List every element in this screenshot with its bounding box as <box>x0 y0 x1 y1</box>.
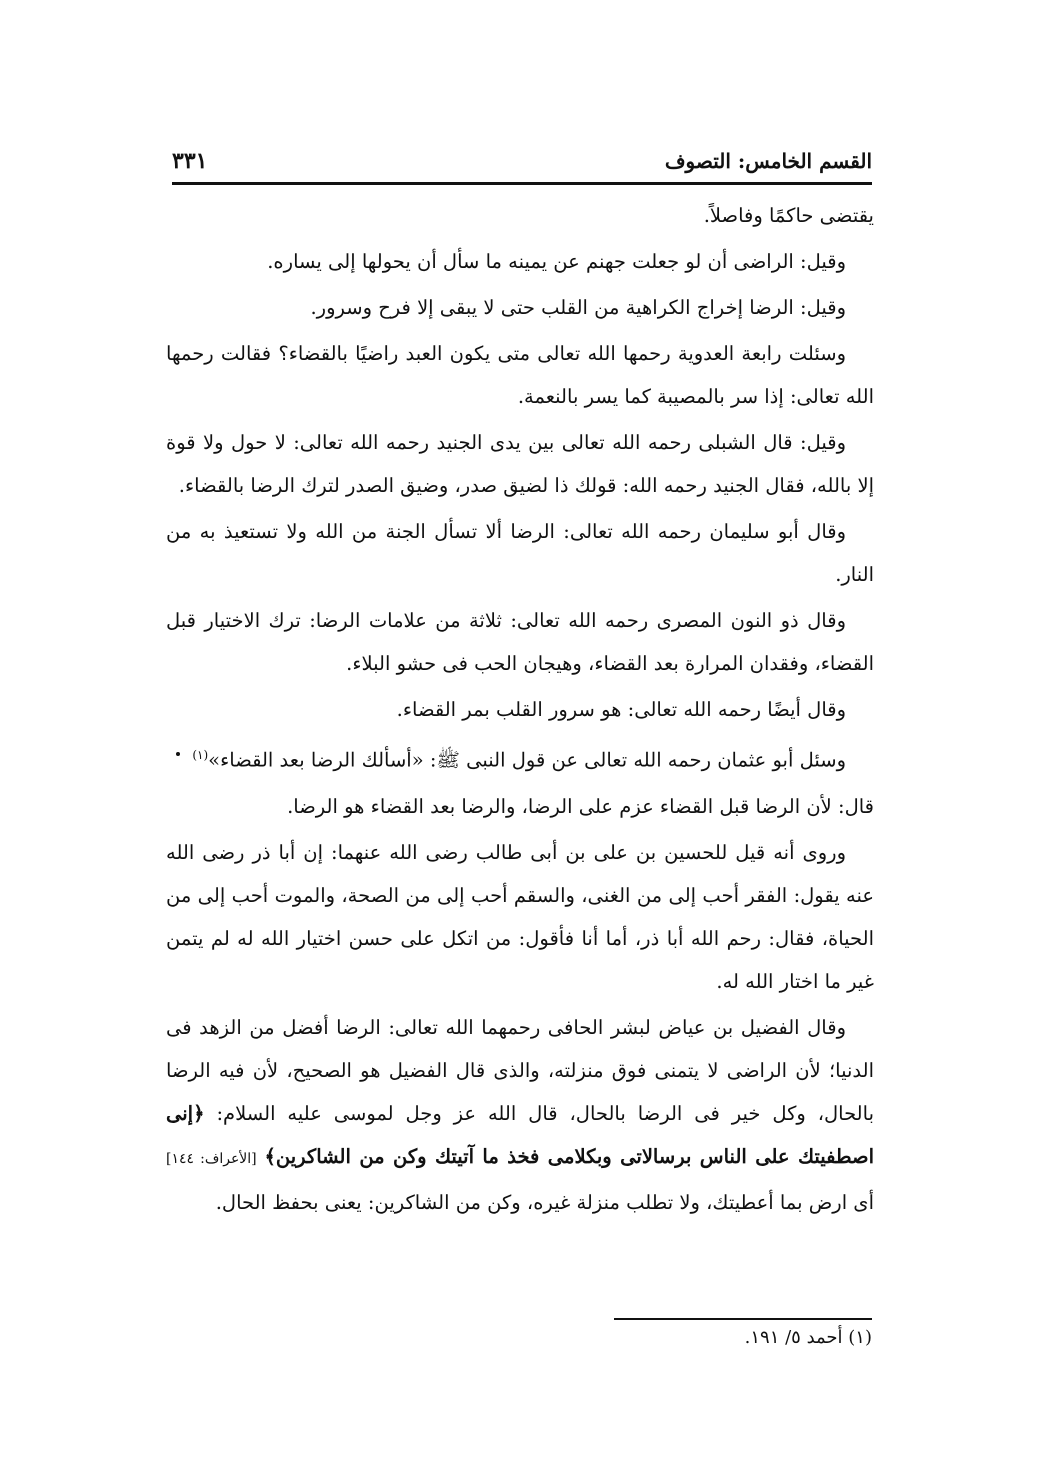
paragraph <box>166 1006 874 1224</box>
footnote-rule <box>614 1318 872 1320</box>
footnote: (١) أحمد ٥/ ١٩١. <box>744 1327 872 1348</box>
scan-dot <box>176 752 180 756</box>
paragraph: قال: لأن الرضا قبل القضاء عزم على الرضا، والرضا بعد القضاء هو الرضا. <box>287 794 874 818</box>
page-header <box>172 146 872 180</box>
paragraph: وقال ذو النون المصرى رحمه الله تعالى: ثلاثة من علامات الرضا: ترك الاختيار قبل القضاء، وفقدان المرارة بعد القضاء، وهيجان الحب فى حشو البلاء. <box>166 609 874 675</box>
paragraph: وقيل: قال الشبلى رحمه الله تعالى بين يدى الجنيد رحمه الله تعالى: لا حول ولا قوة إلا بالله، فقال الجنيد رحمه الله: قولك ذا لضيق صدر، وضيق الصدر لترك الرضا بالقضاء. <box>166 431 874 497</box>
section-title: القسم الخامس: التصوف <box>664 149 872 173</box>
paragraph: وسئلت رابعة العدوية رحمها الله تعالى متى يكون العبد راضيًا بالقضاء؟ فقالت رحمها الله تعالى: إذا سر بالمصيبة كما يسر بالنعمة. <box>166 342 874 408</box>
body-text <box>166 194 874 1227</box>
quran-verse: ﴿إنى اصطفيتك على الناس برسالاتى وبكلامى فخذ ما آتيتك وكن من الشاكرين﴾ <box>166 1101 875 1168</box>
paragraph: يقتضى حاكمًا وفاصلاً. <box>703 204 874 227</box>
paragraph: وقال أيضًا رحمه الله تعالى: هو سرور القلب بمر القضاء. <box>396 698 846 721</box>
paragraph <box>166 734 874 782</box>
paragraph: وقيل: الراضى أن لو جعلت جهنم عن يمينه ما سأل أن يحولها إلى يساره. <box>267 250 846 273</box>
footnote-marker: (١) <box>192 748 209 762</box>
page-number: ٣٣١ <box>172 148 208 174</box>
hadith-question: وسئل أبو عثمان رحمه الله تعالى عن قول النبى ﷺ: «أسألك الرضا بعد القضاء» <box>208 748 846 772</box>
paragraph: وقال أبو سليمان رحمه الله تعالى: الرضا ألا تسأل الجنة من الله ولا تستعيذ به من النار. <box>166 520 874 586</box>
paragraph: وروى أنه قيل للحسين بن على بن أبى طالب رضى الله عنهما: إن أبا ذر رضى الله عنه يقول: الفقر أحب إلى من الغنى، والسقم أحب إلى من الصحة، والموت أحب إلى من الحياة، فقال: رحم الله أبا ذر، أما أنا فأقول: من اتكل على حسن اختيار الله له لم يتمن غير ما اختار الله له. <box>166 840 874 993</box>
paragraph: وقيل: الرضا إخراج الكراهية من القلب حتى لا يبقى إلا فرح وسرور. <box>310 296 846 319</box>
paragraph-text: أى ارض بما أعطيتك، ولا تطلب منزلة غيره، وكن من الشاكرين: يعنى بحفظ الحال. <box>215 1190 874 1214</box>
header-rule <box>172 182 872 185</box>
verse-reference: [الأعراف: ١٤٤] <box>166 1150 257 1167</box>
paragraph-text: وقال الفضيل بن عياض لبشر الحافى رحمهما الله تعالى: الرضا أفضل من الزهد فى الدنيا؛ لأن الراضى لا يتمنى فوق منزلته، والذى قال الفضيل هو الصحيح، لأن فيه الرضا بالحال، وكل خير فى الرضا بالحال، قال الله عز وجل لموسى عليه السلام: <box>166 1015 874 1125</box>
